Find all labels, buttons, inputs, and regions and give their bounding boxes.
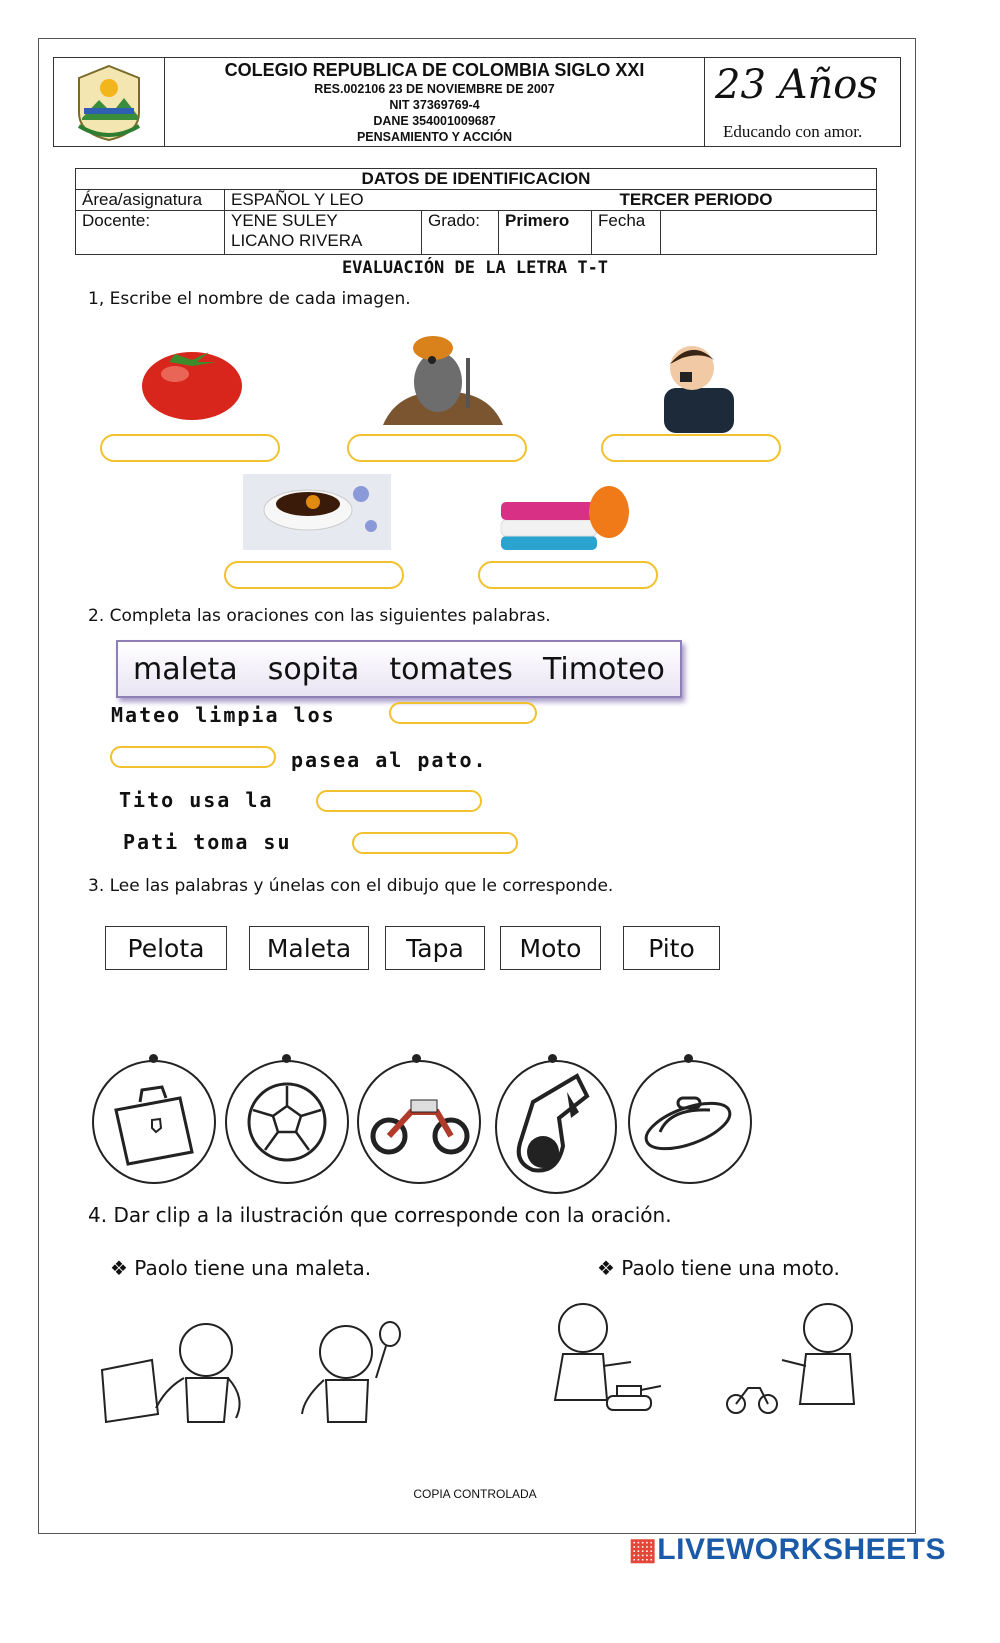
sentence-2-blank[interactable] <box>110 746 276 768</box>
anniversary-logo <box>704 58 900 146</box>
motorcycle-icon <box>359 1062 479 1182</box>
match-dot[interactable] <box>412 1054 421 1063</box>
boy-with-mirror-option[interactable] <box>296 1318 411 1433</box>
match-dot[interactable] <box>282 1054 291 1063</box>
boy-with-tank-option[interactable] <box>545 1300 665 1425</box>
word-bank-item: maleta <box>133 651 238 687</box>
picture-circle-lid[interactable] <box>628 1060 752 1184</box>
answer-box-4[interactable] <box>224 561 404 589</box>
date-value[interactable] <box>661 211 877 255</box>
boy-with-briefcase-option[interactable] <box>96 1318 256 1433</box>
briefcase-icon <box>94 1062 214 1182</box>
q4-sentence-1: ❖ Paolo tiene una maleta. <box>110 1256 372 1280</box>
teacher-label: Docente: <box>76 211 225 255</box>
grade-label: Grado: <box>422 211 499 255</box>
word-box-pito[interactable]: Pito <box>623 926 720 970</box>
picture-circle-motorcycle[interactable] <box>357 1060 481 1184</box>
match-dot[interactable] <box>684 1054 693 1063</box>
word-bank-item: tomates <box>389 651 513 687</box>
sentence-2: pasea al pato. <box>291 748 488 772</box>
school-dane: DANE 354001009687 <box>373 114 496 128</box>
sentence-4: Pati toma su <box>123 830 292 854</box>
school-nit: NIT 37369769-4 <box>389 98 480 112</box>
sentence-1-blank[interactable] <box>389 702 537 724</box>
picture-circle-briefcase[interactable] <box>92 1060 216 1184</box>
q4-sentence-2-text: Paolo tiene una moto. <box>621 1256 840 1280</box>
mole-image <box>378 330 508 435</box>
id-table-title: DATOS DE IDENTIFICACION <box>76 169 877 190</box>
q4-sentence-1-text: Paolo tiene una maleta. <box>134 1256 372 1280</box>
word-box-pelota[interactable]: Pelota <box>105 926 227 970</box>
identification-table <box>75 168 877 255</box>
word-bank-item: sopita <box>267 651 360 687</box>
liveworksheets-brand: LIVEWORKSHEETS <box>657 1533 946 1566</box>
sentence-1: Mateo limpia los <box>111 703 336 727</box>
question-4: 4. Dar clip a la ilustración que corresponde con la oración. <box>88 1203 672 1227</box>
school-name: COLEGIO REPUBLICA DE COLOMBIA SIGLO XXI <box>224 60 645 80</box>
evaluation-title: EVALUACIÓN DE LA LETRA T-T <box>341 258 609 278</box>
towels-image <box>497 482 633 559</box>
teacher-name-line2: LICANO RIVERA <box>231 231 363 250</box>
soccer-ball-icon <box>227 1062 347 1182</box>
match-dot[interactable] <box>149 1054 158 1063</box>
sentence-4-blank[interactable] <box>352 832 518 854</box>
word-bank <box>116 640 682 698</box>
question-1: 1, Escribe el nombre de cada imagen. <box>88 289 411 309</box>
school-res: RES.002106 23 DE NOVIEMBRE DE 2007 <box>314 82 555 96</box>
picture-circle-ball[interactable] <box>225 1060 349 1184</box>
tea-cup-image <box>243 474 391 555</box>
q4-sentence-2: ❖ Paolo tiene una moto. <box>597 1256 840 1280</box>
word-box-moto[interactable]: Moto <box>500 926 601 970</box>
area-label: Área/asignatura <box>76 190 225 211</box>
slogan-text: Educando con amor. <box>723 122 863 141</box>
answer-box-1[interactable] <box>100 434 280 462</box>
period-value: TERCER PERIODO <box>592 190 877 211</box>
pot-lid-icon <box>630 1062 750 1182</box>
word-box-maleta[interactable]: Maleta <box>249 926 369 970</box>
answer-box-5[interactable] <box>478 561 658 589</box>
teacher-name-line1: YENE SULEY <box>231 211 338 230</box>
answer-box-3[interactable] <box>601 434 781 462</box>
answer-box-2[interactable] <box>347 434 527 462</box>
school-crest <box>54 58 165 146</box>
anniversary-text: 23 Años <box>715 62 878 108</box>
date-label: Fecha <box>592 211 661 255</box>
sentence-3: Tito usa la <box>119 788 274 812</box>
liveworksheets-logo: ▦LIVEWORKSHEETS <box>628 1533 946 1566</box>
teacher-value <box>225 211 422 255</box>
footer-note: COPIA CONTROLADA <box>413 1487 537 1501</box>
area-value: ESPAÑOL Y LEO <box>225 190 592 211</box>
school-info <box>164 58 705 145</box>
tomato-image <box>135 340 250 430</box>
question-3: 3. Lee las palabras y únelas con el dibujo que le corresponde. <box>88 876 614 896</box>
picture-circle-whistle[interactable] <box>495 1060 617 1194</box>
grade-value: Primero <box>499 211 592 255</box>
match-dot[interactable] <box>548 1054 557 1063</box>
boy-with-motorcycle-option[interactable] <box>724 1300 859 1425</box>
school-motto: PENSAMIENTO Y ACCIÓN <box>356 130 513 144</box>
whistle-icon <box>497 1062 615 1192</box>
word-box-tapa[interactable]: Tapa <box>385 926 485 970</box>
sentence-3-blank[interactable] <box>316 790 482 812</box>
boy-phone-image <box>652 338 744 438</box>
question-2: 2. Completa las oraciones con las siguientes palabras. <box>88 606 551 626</box>
school-header <box>53 57 901 147</box>
word-bank-item: Timoteo <box>543 651 665 687</box>
